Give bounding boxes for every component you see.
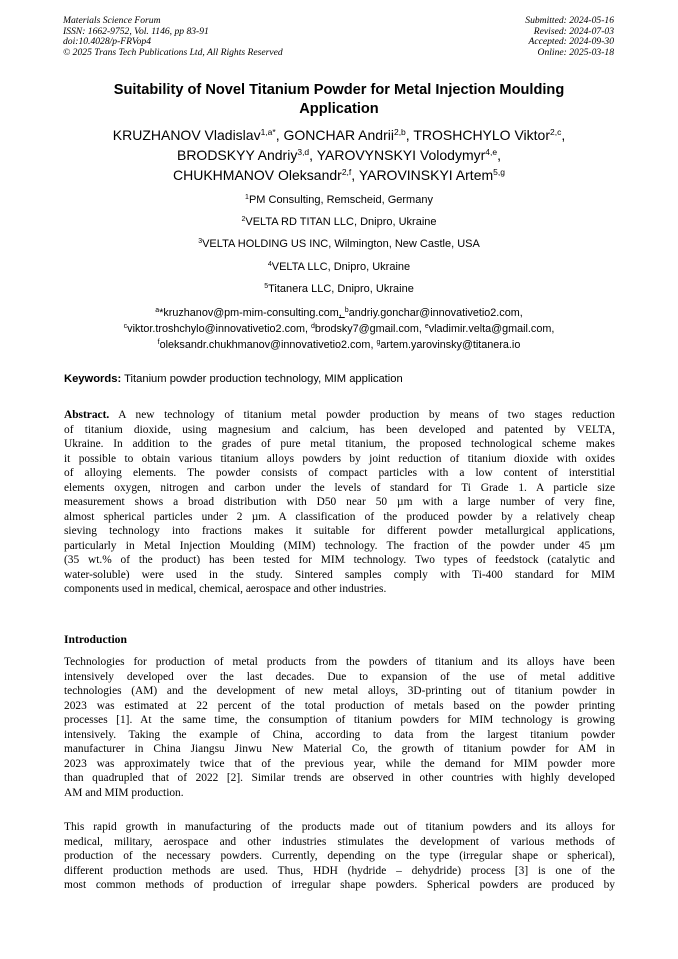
title-line: Suitability of Novel Titanium Powder for Metal Injection Moulding [113, 82, 565, 98]
email-sup: b [344, 307, 349, 314]
affiliation-text: VELTA LLC, Dnipro, Ukraine [271, 260, 411, 273]
affiliation-text: Titanera LLC, Dnipro, Ukraine [268, 282, 414, 295]
affiliation-sup: 2 [241, 216, 246, 224]
abstract-label: Abstract. [64, 409, 110, 421]
paragraph-line: technologies (AM) and the development of new metal alloys, 3D-printing out of titanium powder in [64, 685, 615, 697]
affiliation [60, 192, 618, 214]
affiliations [60, 192, 618, 303]
online-date: Online: 2025-03-18 [537, 46, 614, 58]
author-name: GONCHAR Andrii [283, 127, 394, 143]
paragraph-line: different production methods are used. Thus, HDH (hydride – dehydride) process [3] is one of the [64, 864, 615, 877]
abstract-line: Ukraine. In addition to the grades of pure metal titanium, the proposed technological scheme makes [64, 438, 615, 450]
abstract-line: of titanium dioxide, using magnesium and calcium, has been developed and patented by VELTA, [64, 423, 615, 436]
affiliation-sup: 1 [245, 194, 249, 201]
submitted-date: Submitted: 2024-05-16 [525, 15, 614, 26]
journal-name: Materials Science Forum [63, 15, 161, 26]
abstract-line: (35 wt.% of the product) has been tested for MIM technology. Two types of feedstock (catalytic and [64, 554, 615, 566]
author-name: TROSHCHYLO Viktor [413, 127, 550, 143]
paragraph-line: than quadrupled that of 2022 [2]. Similar trends are observed in other countries with highly developed [64, 772, 615, 784]
email-sup: e [424, 323, 429, 330]
copyright: © 2025 Trans Tech Publications Ltd, All Rights Reserved [63, 46, 283, 58]
abstract-line: measurement shows a broad distribution with D50 near 50 µm with a large number of very fine, [64, 496, 615, 508]
email-link[interactable]: vladimir.velta@gmail.com [428, 323, 552, 335]
introduction-paragraph [64, 655, 615, 800]
keywords [64, 372, 616, 386]
paragraph-line: 2023 was approximately twice that of the previous year, while the demand for MIM powder more [64, 757, 615, 770]
introduction-heading: Introduction [64, 633, 127, 646]
paragraph-line: most common methods of production of irregular shape powders. Spherical powders are produced by [64, 879, 615, 891]
affiliation [60, 259, 618, 281]
accepted-date: Accepted: 2024-09-30 [528, 36, 614, 48]
paragraph-line: 2023 was estimated at 22 percent of the total production of metals based on the powder printing [64, 699, 615, 712]
paragraph-line: This rapid growth in manufacturing of the products made out of titanium powders and its alloys for [64, 821, 615, 833]
email-link[interactable]: *kruzhanov@pm-mim-consulting.com [159, 307, 339, 319]
paragraph-line: intensively. Taking the example of China, according to data from the largest titanium powder [64, 728, 615, 741]
abstract-line [64, 408, 615, 423]
affiliation [60, 281, 618, 303]
email-list: $^a$*kruzhanov@pm-mim-consulting.com, $^b$andriy.gonchar@innovativetio2.com, $^c$viktor.troshchylo@innovativetio2.com, $^d$brodsky7@gmail.com, $^e$vladimir.velta@gmail.com, $^f$oleksandr.chukhmanov@innovativetio2.com, $^g$artem.yarovinsky@titanera.io [123, 307, 555, 351]
title-line: Application [299, 101, 379, 117]
affiliation-sup: 3 [198, 238, 203, 246]
abstract-line: of alloying elements. The powder consists of compact particles with a low content of interstitial [64, 467, 615, 479]
paragraph-line: AM and MIM production. [64, 786, 184, 799]
email-sup: c [123, 323, 128, 330]
doi[interactable]: doi:10.4028/p-FRVop4 [63, 36, 152, 48]
email-sup: f [157, 339, 160, 346]
abstract-line: sieving technology into fractions makes it suitable for different powder metallurgical applications, [64, 525, 615, 537]
email-link[interactable]: brodsky7@gmail.com [314, 323, 419, 335]
author-name: YAROVYNSKYI Volodymyr [316, 147, 486, 163]
affiliation-text: VELTA HOLDING US INC, Wilmington, New Castle, USA [202, 238, 480, 251]
author-sup: 5,g [493, 167, 505, 177]
affiliation-text: PM Consulting, Remscheid, Germany [248, 194, 433, 206]
author-name: BRODSKYY Andriy [176, 147, 298, 163]
author-name: YAROVINSKYI Artem [358, 167, 494, 183]
email-link[interactable]: oleksandr.chukhmanov@innovativetio2.com [159, 339, 371, 351]
abstract-line: it possible to obtain various titanium alloys powders by joint reduction of titanium dioxide with oxides [64, 452, 615, 465]
revised-date: Revised: 2024-07-03 [533, 25, 614, 37]
abstract-line: almost spherical particles under 2 µm. A classification of the produced powder by a relatively cheap [64, 510, 615, 523]
keywords-text: Titanium powder production technology, MIM application [124, 373, 403, 385]
paragraph-line: medical, military, aerospace and other industries stimulates the development of various methods of [64, 835, 615, 848]
author-sup: 2,b [393, 127, 406, 137]
paragraph-line: intensively developed over the last decades. Due to expansion of the use of metal additive [64, 670, 615, 683]
author-sup: 3,d [297, 147, 310, 157]
affiliation [60, 214, 618, 236]
email-sup: g [376, 339, 381, 346]
issn-volume: ISSN: 1662-9752, Vol. 1146, pp 83-91 [63, 25, 209, 37]
author-name: CHUKHMANOV Oleksandr [173, 167, 342, 183]
abstract-line: components used in medical, chemical, aerospace and other industries. [64, 583, 387, 595]
email-link[interactable]: andriy.gonchar@innovativetio2.com [348, 307, 520, 319]
author-sup: 2,c [550, 127, 562, 137]
paper-title [60, 81, 618, 119]
affiliation [60, 236, 618, 258]
affiliation-text: VELTA RD TITAN LLC, Dnipro, Ukraine [245, 216, 437, 229]
paragraph-line: manufacturer in China Jiangsu Jinwu New Material Co, the growth of titanium powder for AM in [64, 743, 615, 755]
abstract [64, 408, 615, 597]
email-link[interactable]: artem.yarovinsky@titanera.io [380, 339, 521, 351]
keywords-label: Keywords: [64, 373, 122, 385]
author-name: KRUZHANOV Vladislav [112, 127, 261, 143]
abstract-line: elements oxygen, nitrogen and carbon under the levels of standard for Ti Grade 1. A particle size [64, 481, 615, 494]
publication-dates [525, 16, 614, 58]
paragraph-line: Technologies for production of metal products from the powders of titanium and its alloys have been [64, 656, 615, 668]
introduction-paragraph [64, 820, 615, 893]
paragraph-line: processes [1]. At the same time, the consumption of titanium powders for MIM technology is growing [64, 714, 615, 726]
paragraph-line: production of the necessary powders. Currently, depending on the type (irregular shape or spherical), [64, 850, 615, 862]
affiliation-sup: 4 [267, 260, 272, 268]
abstract-line: water-soluble) were used in the study. Sintered samples comply with Ti-400 standard for MIM [64, 568, 615, 581]
abstract-line-text: A new technology of titanium metal powder production by means of two stages reduction [118, 409, 615, 421]
author-list: KRUZHANOV Vladislav$^{1,a*}$, GONCHAR Andrii$^{2,b}$, TROSHCHYLO Viktor$^{2,c}$, BRODSKYY Andriy$^{3,d}$, YAROVYNSKYI Volodymyr$^{4,e}$, CHUKHMANOV Oleksandr$^{2,f}$, YAROVINSKYI Artem$^{5,g}$ [112, 127, 566, 183]
author-sup: 1,a* [260, 127, 276, 137]
journal-info [63, 16, 283, 58]
affiliation-sup: 5 [264, 282, 269, 290]
author-sup: 4,e [485, 147, 498, 157]
email-sup: a [155, 307, 160, 314]
email-link[interactable]: viktor.troshchylo@innovativetio2.com [127, 323, 305, 335]
email-sup: d [310, 323, 315, 330]
abstract-line: particularly in Metal Injection Moulding (MIM) technology. The fraction of the powder under 45 µm [64, 539, 615, 552]
author-sup: 2,f [341, 167, 352, 177]
